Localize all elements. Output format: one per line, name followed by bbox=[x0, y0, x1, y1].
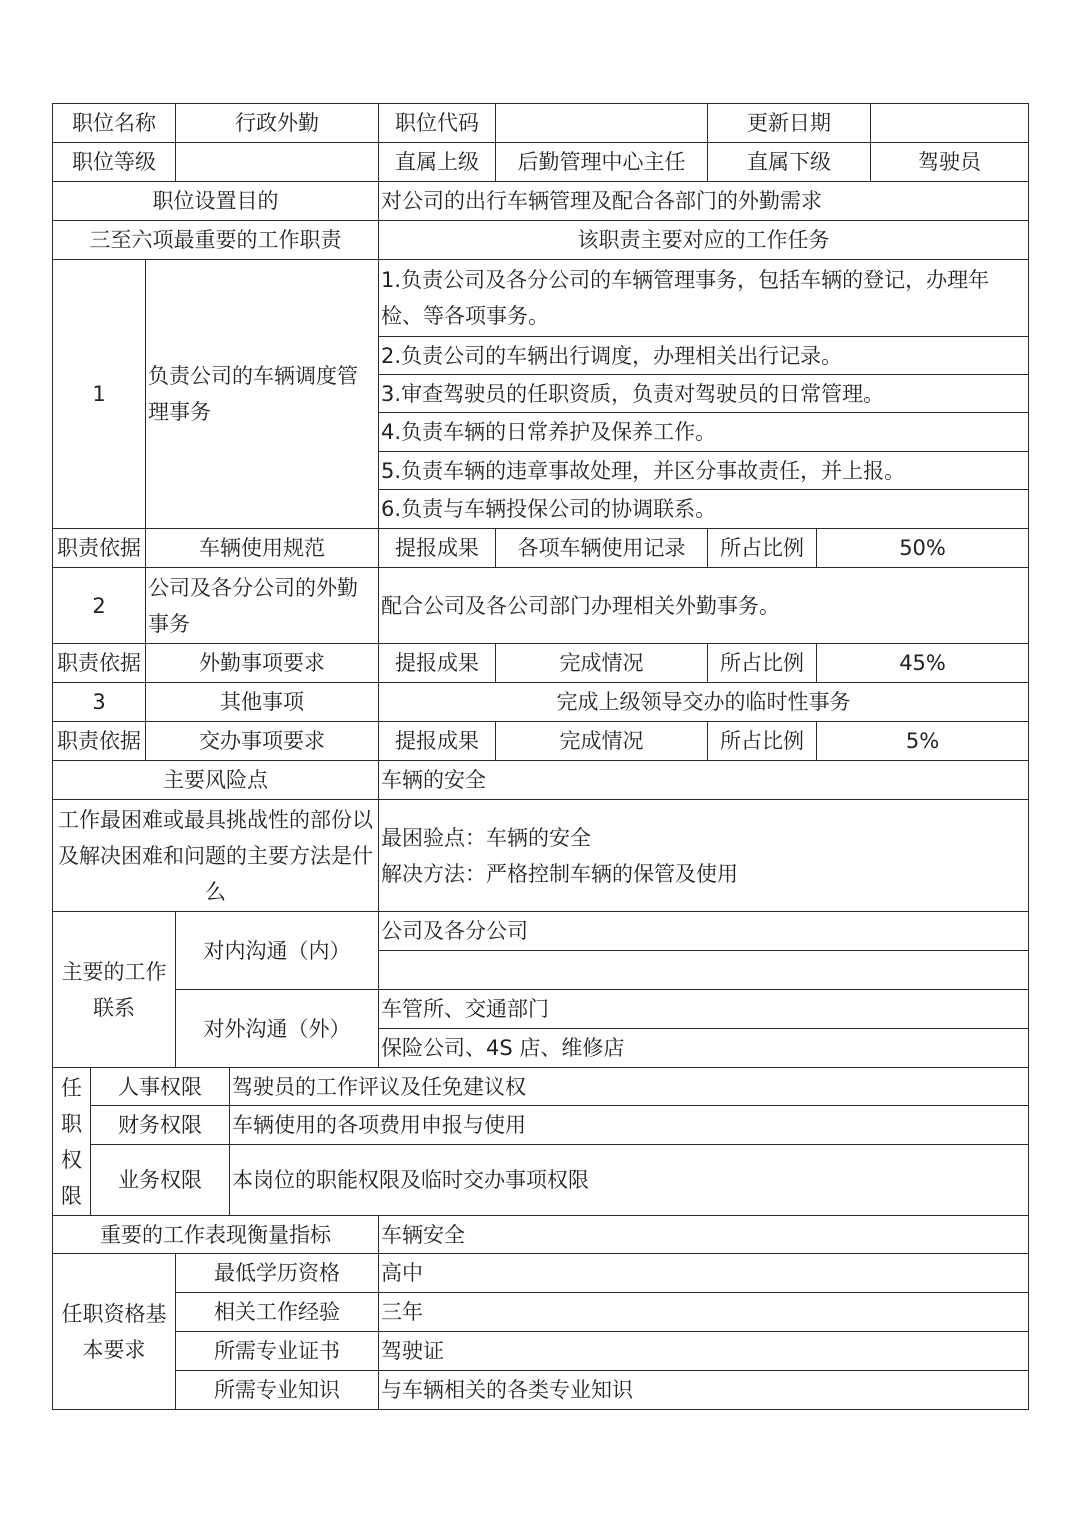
external-contacts-label: 对外沟通（外） bbox=[176, 990, 379, 1068]
duty-2-result-value: 完成情况 bbox=[496, 644, 708, 683]
education-value: 高中 bbox=[379, 1254, 1029, 1293]
qualification-row bbox=[53, 1293, 1029, 1332]
job-code-value bbox=[496, 104, 708, 143]
duty-2-result-label: 提报成果 bbox=[379, 644, 496, 683]
duty-1-result-label: 提报成果 bbox=[379, 529, 496, 568]
duty-1-name: 负责公司的车辆调度管理事务 bbox=[146, 260, 379, 529]
duty-3-number: 3 bbox=[53, 683, 146, 722]
duty-2-name: 公司及各分公司的外勤事务 bbox=[146, 568, 379, 644]
external-contact-1: 车管所、交通部门 bbox=[379, 990, 1029, 1029]
duties-header-right: 该职责主要对应的工作任务 bbox=[379, 221, 1029, 260]
duty-1-task-2: 2.负责公司的车辆出行调度，办理相关出行记录。 bbox=[379, 337, 1029, 375]
knowledge-value: 与车辆相关的各类专业知识 bbox=[379, 1371, 1029, 1410]
duties-header-row bbox=[53, 221, 1029, 260]
duty-2-row bbox=[53, 568, 1029, 644]
header-row-1 bbox=[53, 104, 1029, 143]
subordinate-label: 直属下级 bbox=[708, 143, 871, 182]
header-row-2 bbox=[53, 143, 1029, 182]
qualification-row bbox=[53, 1332, 1029, 1371]
duty-1-basis-label: 职责依据 bbox=[53, 529, 146, 568]
authority-label: 任职权限 bbox=[53, 1068, 91, 1216]
risk-value: 车辆的安全 bbox=[379, 761, 1029, 800]
certificate-label: 所需专业证书 bbox=[176, 1332, 379, 1371]
duty-3-result-label: 提报成果 bbox=[379, 722, 496, 761]
duty-3-ratio-label: 所占比例 bbox=[708, 722, 817, 761]
update-date-label: 更新日期 bbox=[708, 104, 871, 143]
knowledge-label: 所需专业知识 bbox=[176, 1371, 379, 1410]
duty-3-basis-label: 职责依据 bbox=[53, 722, 146, 761]
duty-1-result-value: 各项车辆使用记录 bbox=[496, 529, 708, 568]
duty-1-basis-value: 车辆使用规范 bbox=[146, 529, 379, 568]
job-description-table bbox=[52, 103, 1029, 1410]
difficulty-solution bbox=[379, 800, 1029, 912]
purpose-label: 职位设置目的 bbox=[53, 182, 379, 221]
certificate-value: 驾驶证 bbox=[379, 1332, 1029, 1371]
duty-2-basis-row bbox=[53, 644, 1029, 683]
difficulty-point: 最困验点：车辆的安全 bbox=[381, 825, 592, 850]
duty-3-basis-row bbox=[53, 722, 1029, 761]
experience-label: 相关工作经验 bbox=[176, 1293, 379, 1332]
duty-1-task-1: 1.负责公司及各分公司的车辆管理事务，包括车辆的登记，办理年检、等各项事务。 bbox=[379, 260, 1029, 337]
external-contact-2: 保险公司、4S 店、维修店 bbox=[379, 1029, 1029, 1068]
duty-3-row bbox=[53, 683, 1029, 722]
contacts-label: 主要的工作联系 bbox=[53, 912, 176, 1068]
authority-row bbox=[53, 1068, 1029, 1106]
kpi-value: 车辆安全 bbox=[379, 1216, 1029, 1254]
duty-1-task-row bbox=[53, 260, 1029, 337]
kpi-row bbox=[53, 1216, 1029, 1254]
qualification-row bbox=[53, 1371, 1029, 1410]
job-code-label: 职位代码 bbox=[379, 104, 496, 143]
experience-value: 三年 bbox=[379, 1293, 1029, 1332]
duty-2-task-1: 配合公司及各公司部门办理相关外勤事务。 bbox=[379, 568, 1029, 644]
business-authority-value: 本岗位的职能权限及临时交办事项权限 bbox=[230, 1145, 1029, 1216]
authority-row bbox=[53, 1106, 1029, 1145]
hr-authority-value: 驾驶员的工作评议及任免建议权 bbox=[230, 1068, 1029, 1106]
duty-1-ratio-value: 50% bbox=[817, 529, 1029, 568]
duty-3-basis-value: 交办事项要求 bbox=[146, 722, 379, 761]
contacts-row bbox=[53, 912, 1029, 951]
risk-row bbox=[53, 761, 1029, 800]
finance-authority-label: 财务权限 bbox=[91, 1106, 230, 1145]
duty-1-task-4: 4.负责车辆的日常养护及保养工作。 bbox=[379, 413, 1029, 452]
duty-1-basis-row bbox=[53, 529, 1029, 568]
duty-1-number: 1 bbox=[53, 260, 146, 529]
difficulty-row bbox=[53, 800, 1029, 912]
finance-authority-value: 车辆使用的各项费用申报与使用 bbox=[230, 1106, 1029, 1145]
superior-label: 直属上级 bbox=[379, 143, 496, 182]
purpose-row bbox=[53, 182, 1029, 221]
duty-2-basis-label: 职责依据 bbox=[53, 644, 146, 683]
update-date-value bbox=[871, 104, 1029, 143]
duty-1-task-5: 5.负责车辆的违章事故处理，并区分事故责任，并上报。 bbox=[379, 452, 1029, 490]
qualifications-label: 任职资格基本要求 bbox=[53, 1254, 176, 1410]
duty-1-task-3: 3.审查驾驶员的任职资质，负责对驾驶员的日常管理。 bbox=[379, 375, 1029, 413]
duty-3-ratio-value: 5% bbox=[817, 722, 1029, 761]
internal-contact-2 bbox=[379, 951, 1029, 990]
duty-3-task-1: 完成上级领导交办的临时性事务 bbox=[379, 683, 1029, 722]
job-level-label: 职位等级 bbox=[53, 143, 176, 182]
contacts-row bbox=[53, 990, 1029, 1029]
superior-value: 后勤管理中心主任 bbox=[496, 143, 708, 182]
business-authority-label: 业务权限 bbox=[91, 1145, 230, 1216]
duty-2-ratio-label: 所占比例 bbox=[708, 644, 817, 683]
education-label: 最低学历资格 bbox=[176, 1254, 379, 1293]
job-title-value: 行政外勤 bbox=[176, 104, 379, 143]
risk-label: 主要风险点 bbox=[53, 761, 379, 800]
duty-1-ratio-label: 所占比例 bbox=[708, 529, 817, 568]
duty-2-number: 2 bbox=[53, 568, 146, 644]
duty-2-ratio-value: 45% bbox=[817, 644, 1029, 683]
kpi-label: 重要的工作表现衡量指标 bbox=[53, 1216, 379, 1254]
duty-1-task-6: 6.负责与车辆投保公司的协调联系。 bbox=[379, 490, 1029, 529]
job-title-label: 职位名称 bbox=[53, 104, 176, 143]
job-level-value bbox=[176, 143, 379, 182]
difficulty-method: 解决方法：严格控制车辆的保管及使用 bbox=[381, 861, 739, 886]
difficulty-label: 工作最困难或最具挑战性的部份以及解决困难和问题的主要方法是什么 bbox=[53, 800, 379, 912]
purpose-value: 对公司的出行车辆管理及配合各部门的外勤需求 bbox=[379, 182, 1029, 221]
qualification-row bbox=[53, 1254, 1029, 1293]
duty-3-name: 其他事项 bbox=[146, 683, 379, 722]
subordinate-value: 驾驶员 bbox=[871, 143, 1029, 182]
internal-contacts-label: 对内沟通（内） bbox=[176, 912, 379, 990]
hr-authority-label: 人事权限 bbox=[91, 1068, 230, 1106]
duty-3-result-value: 完成情况 bbox=[496, 722, 708, 761]
duty-2-basis-value: 外勤事项要求 bbox=[146, 644, 379, 683]
duties-header-left: 三至六项最重要的工作职责 bbox=[53, 221, 379, 260]
authority-row bbox=[53, 1145, 1029, 1216]
internal-contact-1: 公司及各分公司 bbox=[379, 912, 1029, 951]
